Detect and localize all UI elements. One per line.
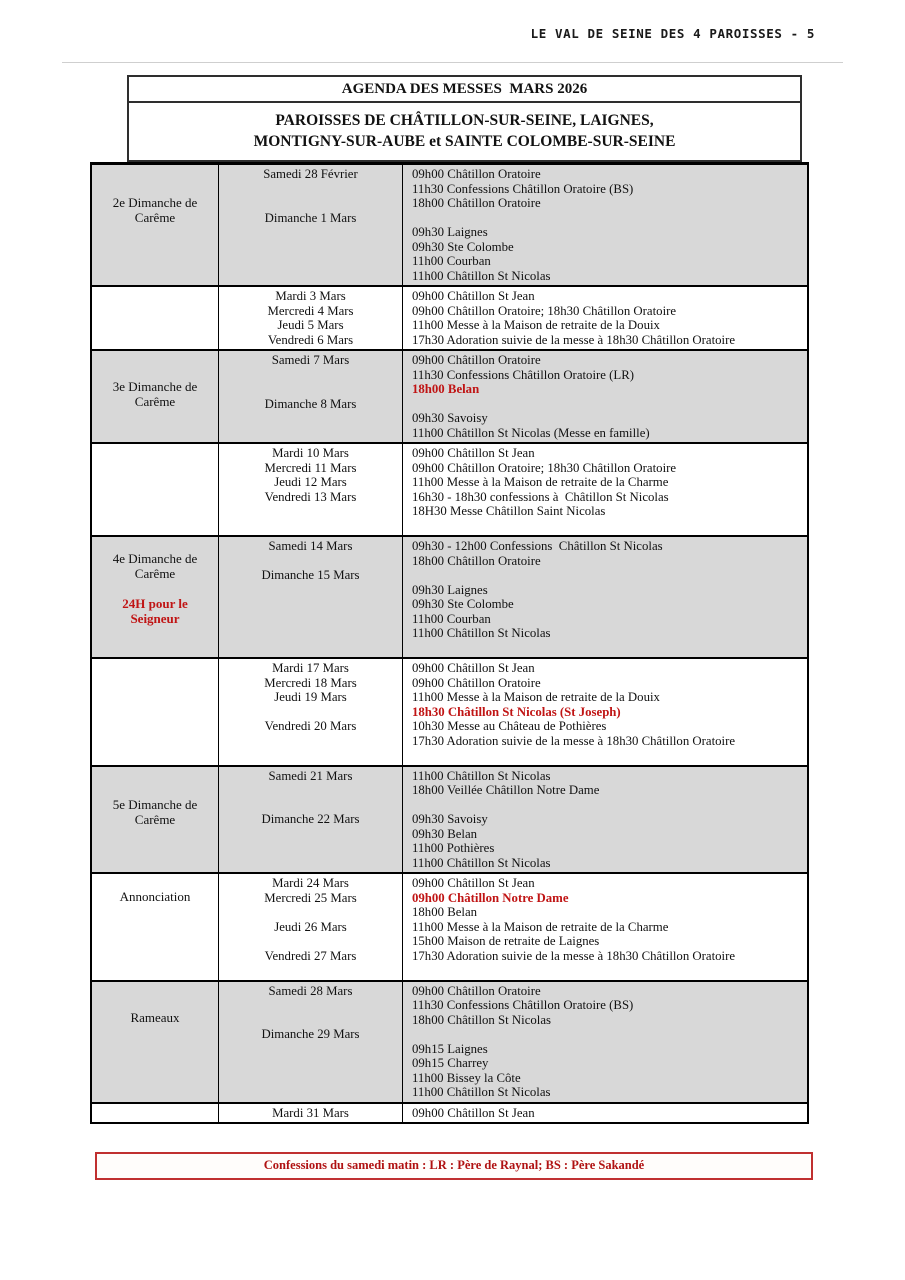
event-line: 10h30 Messe au Château de Pothières (412, 719, 607, 733)
event-line: 11h00 Châtillon St Nicolas (Messe en famille) (412, 425, 650, 440)
date-line: Vendredi 13 Mars (264, 489, 357, 504)
event-line: 15h00 Maison de retraite de Laignes (412, 934, 600, 948)
event-line: 09h00 Châtillon Oratoire (412, 353, 541, 367)
date-line (219, 382, 402, 397)
date-column (219, 659, 403, 765)
date-line (219, 963, 402, 978)
event-line: 18h00 Châtillon St Nicolas (412, 1012, 551, 1027)
date-line: Samedi 7 Mars (271, 353, 350, 367)
event-line (412, 519, 807, 534)
event-line (412, 397, 807, 412)
liturgical-label-cell (92, 444, 219, 535)
event-line: 09h30 Ste Colombe (412, 597, 514, 611)
date-line (219, 1071, 402, 1086)
parishes-subtitle (129, 103, 800, 160)
date-line: Samedi 21 Mars (268, 768, 353, 783)
event-line: 11h00 Châtillon St Nicolas (412, 626, 551, 640)
event-line: 11h00 Courban (412, 254, 491, 268)
date-line: Samedi 28 Février (263, 167, 358, 181)
event-line: 11h00 Messe à la Maison de retraite de la Charme (412, 475, 669, 489)
table-row (92, 872, 807, 980)
event-line: 09h00 Châtillon St Jean (412, 876, 535, 890)
table-row (92, 765, 807, 873)
event-line: 11h00 Châtillon St Nicolas (412, 855, 551, 870)
date-line: Mardi 24 Mars (272, 876, 349, 890)
event-line: 18h00 Châtillon Oratoire (412, 553, 541, 568)
date-line: Mardi 3 Mars (275, 289, 346, 303)
event-line: 09h00 Châtillon St Jean (412, 289, 535, 303)
event-line (412, 211, 807, 226)
liturgical-label-cell (92, 1104, 219, 1123)
liturgical-label-cell (92, 874, 219, 980)
date-line: Mardi 10 Mars (272, 446, 349, 460)
table-row (92, 1102, 807, 1123)
table-row (92, 285, 807, 349)
date-line (219, 1042, 402, 1057)
event-line: 18h00 Belan (412, 905, 478, 919)
event-line: 09h15 Charrey (412, 1056, 489, 1070)
date-line: Jeudi 5 Mars (277, 318, 344, 332)
events-column (403, 659, 807, 765)
event-line: 11h30 Confessions Châtillon Oratoire (BS) (412, 181, 634, 196)
date-line: Vendredi 20 Mars (264, 719, 357, 733)
date-line (219, 705, 402, 720)
date-line (219, 504, 402, 519)
liturgical-day-note: 24H pour le Seigneur (122, 596, 188, 626)
date-line (219, 597, 402, 612)
date-line (219, 426, 402, 441)
date-line: Samedi 28 Mars (268, 983, 353, 998)
date-line: Mercredi 4 Mars (267, 303, 354, 318)
date-line: Dimanche 29 Mars (261, 1027, 360, 1041)
date-column (219, 982, 403, 1102)
date-line: Vendredi 27 Mars (264, 948, 357, 963)
event-line: 11h30 Confessions Châtillon Oratoire (LR) (412, 367, 635, 382)
table-row (92, 442, 807, 535)
date-line: Dimanche 15 Mars (261, 568, 360, 582)
event-line: 09h30 Laignes (412, 225, 488, 239)
event-line: 09h00 Châtillon St Jean (412, 661, 535, 675)
parishes-subtitle-line2: MONTIGNY-SUR-AUBE et SAINTE COLOMBE-SUR-SEINE (253, 133, 676, 150)
date-line: Mardi 31 Mars (272, 1105, 349, 1120)
date-line: Mardi 17 Mars (272, 661, 349, 675)
event-line: 11h00 Courban (412, 611, 491, 626)
event-line (412, 748, 807, 763)
date-line (219, 583, 402, 598)
event-line: 09h00 Châtillon Oratoire (412, 675, 541, 690)
date-column (219, 351, 403, 442)
event-line: 09h00 Châtillon Oratoire (412, 983, 541, 998)
date-column (219, 1104, 403, 1123)
date-line (219, 225, 402, 240)
event-line: 09h00 Châtillon Notre Dame (412, 890, 569, 905)
event-line: 09h00 Châtillon St Jean (412, 1105, 535, 1120)
event-line: 11h00 Châtillon St Nicolas (412, 1085, 551, 1099)
table-row (92, 535, 807, 657)
date-line (219, 641, 402, 656)
date-column (219, 537, 403, 657)
date-line: Dimanche 8 Mars (264, 396, 357, 411)
event-line: 09h00 Châtillon Oratoire; 18h30 Châtillon Oratoire (412, 303, 677, 318)
date-line: Mercredi 11 Mars (264, 460, 357, 475)
event-line: 09h30 Belan (412, 826, 478, 841)
event-line: 17h30 Adoration suivie de la messe à 18h30 Châtillon Oratoire (412, 332, 736, 347)
event-line: 17h30 Adoration suivie de la messe à 18h30 Châtillon Oratoire (412, 733, 736, 748)
mass-table (90, 162, 809, 1124)
date-line (219, 841, 402, 856)
date-line (219, 368, 402, 383)
date-line (219, 626, 402, 641)
event-line: 11h00 Châtillon St Nicolas (412, 768, 551, 783)
event-line (412, 798, 807, 813)
event-line: 17h30 Adoration suivie de la messe à 18h30 Châtillon Oratoire (412, 948, 736, 963)
date-column (219, 165, 403, 285)
date-line (219, 519, 402, 534)
liturgical-label-cell (92, 165, 219, 285)
date-line (219, 856, 402, 871)
date-line (219, 411, 402, 426)
events-column (403, 874, 807, 980)
event-line: 11h00 Messe à la Maison de retraite de la Douix (412, 318, 660, 332)
events-column (403, 351, 807, 442)
liturgical-day-label: Rameaux (130, 1009, 180, 1025)
date-line (219, 554, 402, 569)
liturgical-day-label: Annonciation (119, 889, 191, 904)
table-row (92, 165, 807, 285)
events-column (403, 444, 807, 535)
event-line: 16h30 - 18h30 confessions à Châtillon St Nicolas (412, 489, 669, 504)
page-header-text: LE VAL DE SEINE DES 4 PAROISSES - 5 (530, 26, 815, 41)
event-line: 11h30 Confessions Châtillon Oratoire (BS) (412, 998, 634, 1012)
date-line (219, 998, 402, 1013)
date-line: Samedi 14 Mars (268, 539, 353, 553)
date-line (219, 254, 402, 269)
date-line (219, 196, 402, 211)
liturgical-day-label: 2e Dimanche de Carême (112, 195, 198, 225)
event-line: 09h15 Laignes (412, 1041, 488, 1056)
liturgical-label-cell (92, 287, 219, 349)
table-row (92, 657, 807, 765)
confessions-footnote: Confessions du samedi matin : LR : Père de Raynal; BS : Père Sakandé (95, 1152, 813, 1180)
event-line: 09h30 Laignes (412, 582, 488, 597)
date-column (219, 287, 403, 349)
liturgical-label-cell (92, 982, 219, 1102)
event-line (412, 963, 807, 978)
date-line (219, 934, 402, 949)
date-line (219, 783, 402, 798)
event-line: 18h00 Belan (412, 382, 480, 396)
date-line: Jeudi 19 Mars (274, 690, 347, 704)
date-line: Jeudi 26 Mars (274, 919, 347, 934)
date-column (219, 874, 403, 980)
event-line: 09h30 Savoisy (412, 812, 488, 826)
header-divider-line (62, 62, 843, 63)
date-line (219, 734, 402, 749)
event-line: 18h30 Châtillon St Nicolas (St Joseph) (412, 704, 621, 719)
event-line: 11h00 Châtillon St Nicolas (412, 268, 551, 283)
date-line (219, 798, 402, 813)
event-line (412, 641, 807, 656)
date-line: Vendredi 6 Mars (267, 332, 354, 347)
event-line: 11h00 Messe à la Maison de retraite de la Douix (412, 690, 660, 704)
date-line (219, 1085, 402, 1100)
date-line: Jeudi 12 Mars (274, 475, 347, 489)
event-line: 18H30 Messe Châtillon Saint Nicolas (412, 504, 606, 518)
parishes-subtitle-line1: PAROISSES DE CHÂTILLON-SUR-SEINE, LAIGNES, (275, 112, 654, 129)
date-line (219, 748, 402, 763)
date-line: Dimanche 22 Mars (261, 812, 360, 826)
events-column (403, 287, 807, 349)
title-box (127, 75, 802, 162)
liturgical-day-label: 5e Dimanche de Carême (112, 796, 198, 827)
date-line: Mercredi 25 Mars (264, 890, 357, 905)
date-line (219, 612, 402, 627)
event-line: 09h30 - 12h00 Confessions Châtillon St Nicolas (412, 539, 663, 553)
events-column (403, 767, 807, 873)
events-column (403, 165, 807, 285)
date-line (219, 1013, 402, 1028)
event-line: 09h00 Châtillon Oratoire (412, 167, 541, 181)
date-line (219, 182, 402, 197)
event-line (412, 568, 807, 583)
date-column (219, 444, 403, 535)
agenda-title: AGENDA DES MESSES MARS 2026 (129, 77, 800, 103)
liturgical-day-label: 3e Dimanche de Carême (112, 379, 198, 409)
event-line: 11h00 Pothières (412, 841, 495, 855)
liturgical-label-cell (92, 767, 219, 873)
event-line: 18h00 Châtillon Oratoire (412, 196, 541, 210)
date-line (219, 240, 402, 255)
date-line (219, 827, 402, 842)
event-line (412, 1027, 807, 1042)
table-row (92, 980, 807, 1102)
event-line: 09h00 Châtillon Oratoire; 18h30 Châtillon Oratoire (412, 460, 677, 475)
events-column (403, 982, 807, 1102)
date-line: Dimanche 1 Mars (264, 210, 357, 225)
event-line: 09h30 Ste Colombe (412, 239, 514, 254)
table-row (92, 349, 807, 442)
event-line: 09h00 Châtillon St Jean (412, 446, 535, 460)
date-line: Mercredi 18 Mars (264, 675, 357, 690)
date-column (219, 767, 403, 873)
liturgical-label-cell (92, 659, 219, 765)
liturgical-label-cell (92, 351, 219, 442)
events-column (403, 1104, 807, 1123)
date-line (219, 269, 402, 284)
event-line: 09h30 Savoisy (412, 411, 488, 425)
liturgical-day-label: 4e Dimanche de Carême (112, 551, 198, 581)
event-line: 11h00 Messe à la Maison de retraite de la Charme (412, 919, 669, 934)
event-line: 11h00 Bissey la Côte (412, 1070, 521, 1085)
liturgical-label-cell (92, 537, 219, 657)
date-line (219, 1056, 402, 1071)
events-column (403, 537, 807, 657)
date-line (219, 905, 402, 920)
event-line: 18h00 Veillée Châtillon Notre Dame (412, 783, 600, 797)
